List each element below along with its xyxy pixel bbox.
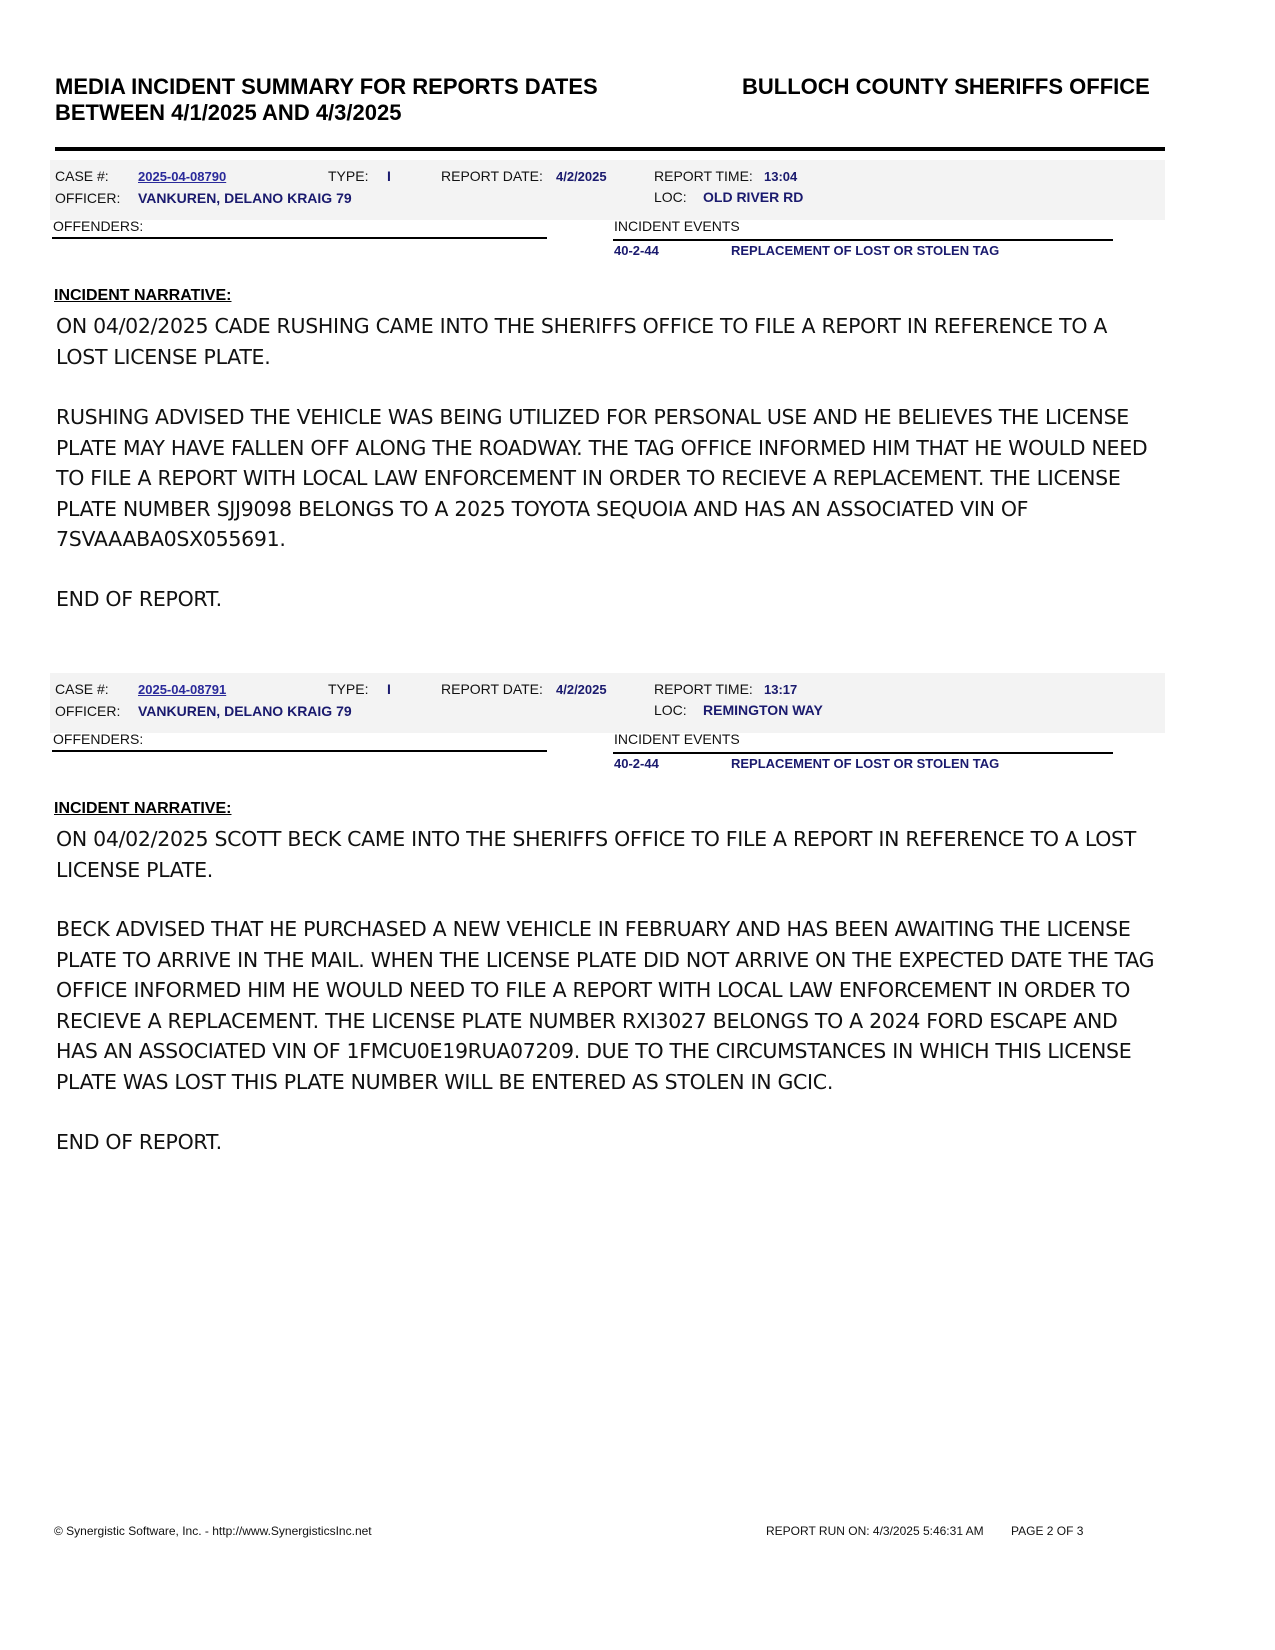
case-number-label: CASE #: (55, 168, 109, 184)
officer-value: VANKUREN, DELANO KRAIG 79 (138, 703, 352, 719)
event-code: 40-2-44 (614, 756, 659, 771)
case-number-label: CASE #: (55, 681, 109, 697)
narrative-paragraph: ON 04/02/2025 SCOTT BECK CAME INTO THE SHERIFFS OFFICE TO FILE A REPORT IN REFERENCE TO A LOST LICENSE PLATE. (56, 827, 1136, 882)
location-label: LOC: (654, 702, 687, 718)
report-time-label: REPORT TIME: (654, 168, 753, 184)
offenders-divider (52, 750, 547, 752)
report-time-value: 13:17 (764, 682, 798, 697)
narrative-paragraph: BECK ADVISED THAT HE PURCHASED A NEW VEHICLE IN FEBRUARY AND HAS BEEN AWAITING THE LICENSE PLATE TO ARRIVE IN THE MAIL. WHEN THE LICENSE PLATE DID NOT ARRIVE ON THE EXPECTED DATE THE TAG OFFICE INFORMED HIM HE WOULD NEED TO FILE A REPORT WITH LOCAL LAW ENFORCEMENT IN ORDER TO RECIEVE A REPLACEMENT. THE LICENSE PLATE NUMBER RXI3027 BELONGS TO A 2024 FORD ESCAPE AND HAS AN ASSOCIATED VIN OF 1FMCU0E19RUA07209. DUE TO THE CIRCUMSTANCES IN WHICH THIS LICENSE PLATE WAS LOST THIS PLATE NUMBER WILL BE ENTERED AS STOLEN IN GCIC. (56, 917, 1155, 1094)
footer-copyright: © Synergistic Software, Inc. - http://www.SynergisticsInc.net (54, 1524, 372, 1538)
report-date-value: 4/2/2025 (556, 682, 607, 697)
offenders-divider (52, 237, 547, 239)
type-value: I (387, 168, 391, 184)
offenders-label: OFFENDERS: (53, 218, 144, 234)
incident-events-divider (613, 239, 1113, 241)
footer-report-run: REPORT RUN ON: 4/3/2025 5:46:31 AM (766, 1524, 984, 1538)
type-label: TYPE: (328, 681, 369, 697)
header-divider (55, 147, 1165, 151)
agency-name: BULLOCH COUNTY SHERIFFS OFFICE (742, 74, 1150, 99)
officer-label: OFFICER: (55, 190, 121, 206)
offenders-label: OFFENDERS: (53, 731, 144, 747)
officer-value: VANKUREN, DELANO KRAIG 79 (138, 190, 352, 206)
case-number-link[interactable]: 2025-04-08790 (138, 169, 227, 184)
footer-page-number: PAGE 2 OF 3 (1011, 1524, 1084, 1538)
incident-events-label: INCIDENT EVENTS (614, 731, 740, 747)
narrative-paragraph: ON 04/02/2025 CADE RUSHING CAME INTO THE SHERIFFS OFFICE TO FILE A REPORT IN REFERENCE TO A LOST LICENSE PLATE. (56, 314, 1108, 369)
event-code: 40-2-44 (614, 243, 659, 258)
type-value: I (387, 681, 391, 697)
location-label: LOC: (654, 189, 687, 205)
officer-label: OFFICER: (55, 703, 121, 719)
narrative-paragraph: END OF REPORT. (56, 587, 222, 611)
report-date-label: REPORT DATE: (441, 681, 543, 697)
incident-events-divider (613, 752, 1113, 754)
location-value: OLD RIVER RD (703, 189, 804, 205)
narrative-heading: INCIDENT NARRATIVE: (54, 800, 232, 817)
report-time-label: REPORT TIME: (654, 681, 753, 697)
narrative-heading: INCIDENT NARRATIVE: (54, 287, 232, 304)
report-title: MEDIA INCIDENT SUMMARY FOR REPORTS DATES BETWEEN 4/1/2025 AND 4/3/2025 (55, 74, 598, 125)
report-time-value: 13:04 (764, 169, 798, 184)
type-label: TYPE: (328, 168, 369, 184)
event-description: REPLACEMENT OF LOST OR STOLEN TAG (731, 756, 1000, 771)
event-description: REPLACEMENT OF LOST OR STOLEN TAG (731, 243, 1000, 258)
case-number-link[interactable]: 2025-04-08791 (138, 682, 227, 697)
location-value: REMINGTON WAY (703, 702, 823, 718)
narrative-paragraph: END OF REPORT. (56, 1130, 222, 1154)
report-date-label: REPORT DATE: (441, 168, 543, 184)
narrative-paragraph: RUSHING ADVISED THE VEHICLE WAS BEING UTILIZED FOR PERSONAL USE AND HE BELIEVES THE LICENSE PLATE MAY HAVE FALLEN OFF ALONG THE ROADWAY. THE TAG OFFICE INFORMED HIM THAT HE WOULD NEED TO FILE A REPORT WITH LOCAL LAW ENFORCEMENT IN ORDER TO RECIEVE A REPLACEMENT. THE LICENSE PLATE NUMBER SJJ9098 BELONGS TO A 2025 TOYOTA SEQUOIA AND HAS AN ASSOCIATED VIN OF 7SVAAABA0SX055691. (56, 405, 1148, 551)
report-date-value: 4/2/2025 (556, 169, 607, 184)
incident-events-label: INCIDENT EVENTS (614, 218, 740, 234)
